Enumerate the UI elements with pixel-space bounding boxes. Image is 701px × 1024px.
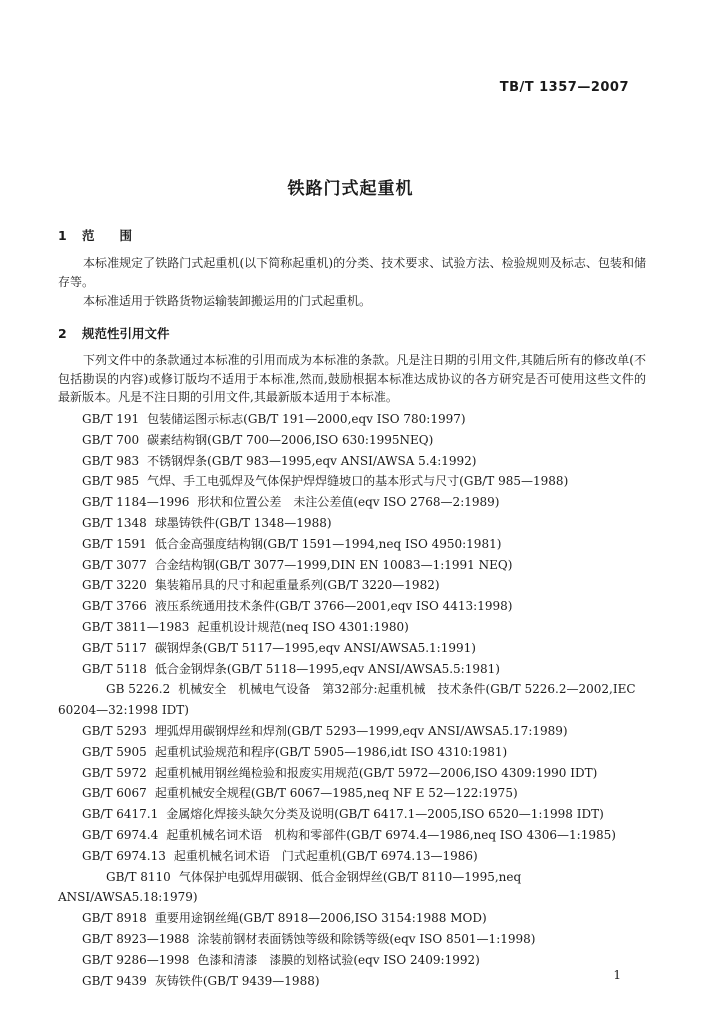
reference-code: GB/T 5293 (82, 723, 147, 738)
section-number: 2 (58, 326, 67, 341)
reference-code: GB/T 1591 (82, 536, 147, 551)
reference-item (58, 534, 648, 555)
reference-item (58, 471, 648, 492)
reference-title: 气体保护电弧焊用碳钢、低合金钢焊丝(GB/T 8110—1995,neq ANSI/AWSA5.18:1979) (58, 869, 522, 905)
reference-title: 液压系统通用技术条件(GB/T 3766—2001,eqv ISO 4413:1998) (154, 599, 513, 614)
reference-item (58, 804, 648, 825)
reference-code: GB/T 5972 (82, 765, 147, 780)
section-title: 规范性引用文件 (82, 326, 170, 341)
reference-code: GB/T 1184—1996 (82, 495, 190, 510)
reference-code: GB/T 3766 (82, 599, 147, 614)
reference-code: GB/T 5118 (82, 661, 147, 676)
document-title: 铁路门式起重机 (287, 179, 414, 199)
reference-title: 低合金钢焊条(GB/T 5118—1995,eqv ANSI/AWSA5.5:1981) (154, 661, 500, 676)
page-number: 1 (613, 968, 621, 982)
reference-title: 低合金高强度结构钢(GB/T 1591—1994,neq ISO 4950:1981) (154, 536, 502, 551)
reference-code: GB/T 8110 (106, 869, 171, 884)
reference-item (58, 908, 648, 929)
section-2-heading (58, 324, 170, 342)
reference-item (58, 617, 648, 638)
reference-title: 包装储运图示标志(GB/T 191—2000,eqv ISO 780:1997) (147, 412, 466, 426)
reference-title: 起重机械名词术语 门式起重机(GB/T 6974.13—1986) (173, 848, 478, 863)
reference-item (58, 763, 648, 784)
reference-title: 球墨铸铁件(GB/T 1348—1988) (154, 515, 332, 530)
reference-title: 重要用途钢丝绳(GB/T 8918—2006,ISO 3154:1988 MOD) (154, 911, 487, 926)
reference-item (58, 659, 648, 680)
reference-code: GB/T 8923—1988 (82, 931, 190, 946)
reference-title: 碳钢焊条(GB/T 5117—1995,eqv ANSI/AWSA5.1:1991) (154, 640, 476, 655)
reference-code: GB/T 5905 (82, 744, 147, 759)
reference-item (58, 492, 648, 513)
reference-code: GB/T 3811—1983 (82, 619, 190, 634)
reference-title: 起重机试验规范和程序(GB/T 5905—1986,idt ISO 4310:1981) (154, 744, 508, 759)
reference-title: 埋弧焊用碳钢焊丝和焊剂(GB/T 5293—1999,eqv ANSI/AWSA5.17:1989) (154, 723, 568, 738)
reference-item (58, 596, 648, 617)
reference-title: 起重机械名词术语 机构和零部件(GB/T 6974.4—1986,neq ISO 4306—1:1985) (166, 827, 616, 842)
reference-code: GB/T 8918 (82, 911, 147, 926)
reference-item (58, 721, 648, 742)
section-2-paragraph-1: 下列文件中的条款通过本标准的引用而成为本标准的条款。凡是注日期的引用文件,其随后所有的修改单(不包括勘误的内容)或修订版均不适用于本标准,然而,鼓励根据本标准达成协议的各方研究是否可使用这些文件的最新版本。凡是不注日期的引用文件,其最新版本适用于本标准。 (58, 353, 646, 404)
reference-title: 金属熔化焊接头缺欠分类及说明(GB/T 6417.1—2005,ISO 6520—1:1998 IDT) (166, 807, 604, 822)
reference-item (58, 513, 648, 534)
reference-title: 起重机设计规范(neq ISO 4301:1980) (197, 619, 409, 634)
reference-title: 不锈钢焊条(GB/T 983—1995,eqv ANSI/AWSA 5.4:1992) (147, 453, 477, 468)
reference-title: 气焊、手工电弧焊及气体保护焊焊缝坡口的基本形式与尺寸(GB/T 985—1988) (147, 474, 569, 489)
reference-title: 灰铸铁件(GB/T 9439—1988) (154, 973, 320, 988)
reference-title: 起重机械用钢丝绳检验和报废实用规范(GB/T 5972—2006,ISO 4309:1990 IDT) (154, 765, 598, 780)
reference-title: 色漆和清漆 漆膜的划格试验(eqv ISO 2409:1992) (197, 952, 480, 967)
reference-item (58, 555, 648, 576)
reference-title: 起重机械安全规程(GB/T 6067—1985,neq NF E 52—122:1975) (154, 786, 518, 801)
reference-item (58, 783, 648, 804)
reference-title: 形状和位置公差 未注公差值(eqv ISO 2768—2:1989) (197, 495, 500, 510)
reference-code: GB/T 6417.1 (82, 807, 159, 822)
reference-item (58, 742, 648, 763)
reference-code: GB/T 9286—1998 (82, 952, 190, 967)
reference-code: GB/T 6974.13 (82, 848, 166, 863)
reference-code: GB 5226.2 (106, 682, 171, 697)
reference-item (58, 451, 648, 472)
reference-title: 合金结构钢(GB/T 3077—1999,DIN EN 10083—1:1991 NEQ) (154, 557, 513, 572)
standard-code: TB/T 1357—2007 (499, 80, 629, 95)
reference-item (58, 679, 648, 721)
section-1-heading (58, 226, 132, 244)
reference-code: GB/T 9439 (82, 973, 147, 988)
reference-list (58, 409, 648, 991)
reference-code: GB/T 6067 (82, 786, 147, 801)
reference-item (58, 971, 648, 992)
reference-code: GB/T 191 (82, 412, 140, 426)
reference-item (58, 846, 648, 867)
reference-item (58, 638, 648, 659)
section-title: 范 围 (82, 228, 133, 243)
reference-code: GB/T 3220 (82, 578, 147, 593)
reference-code: GB/T 3077 (82, 557, 147, 572)
reference-item (58, 867, 648, 909)
reference-code: GB/T 5117 (82, 640, 147, 655)
reference-code: GB/T 1348 (82, 515, 147, 530)
reference-code: GB/T 700 (82, 432, 140, 447)
reference-code: GB/T 985 (82, 474, 140, 489)
reference-title: 碳素结构钢(GB/T 700—2006,ISO 630:1995NEQ) (147, 432, 434, 447)
section-1-paragraph-1: 本标准规定了铁路门式起重机(以下简称起重机)的分类、技术要求、试验方法、检验规则及标志、包装和储存等。 (58, 256, 646, 289)
reference-title: 机械安全 机械电气设备 第32部分:起重机械 技术条件(GB/T 5226.2—2002,IEC 60204—32:1998 IDT) (58, 682, 636, 718)
section-number: 1 (58, 228, 67, 243)
reference-item (58, 950, 648, 971)
section-1-paragraph-2: 本标准适用于铁路货物运输装卸搬运用的门式起重机。 (83, 294, 372, 308)
reference-title: 集装箱吊具的尺寸和起重量系列(GB/T 3220—1982) (154, 578, 440, 593)
reference-code: GB/T 983 (82, 453, 140, 468)
reference-item (58, 430, 648, 451)
reference-item (58, 825, 648, 846)
reference-item (58, 409, 648, 430)
reference-item (58, 929, 648, 950)
reference-item (58, 575, 648, 596)
reference-code: GB/T 6974.4 (82, 827, 159, 842)
reference-title: 涂装前钢材表面锈蚀等级和除锈等级(eqv ISO 8501—1:1998) (197, 931, 536, 946)
